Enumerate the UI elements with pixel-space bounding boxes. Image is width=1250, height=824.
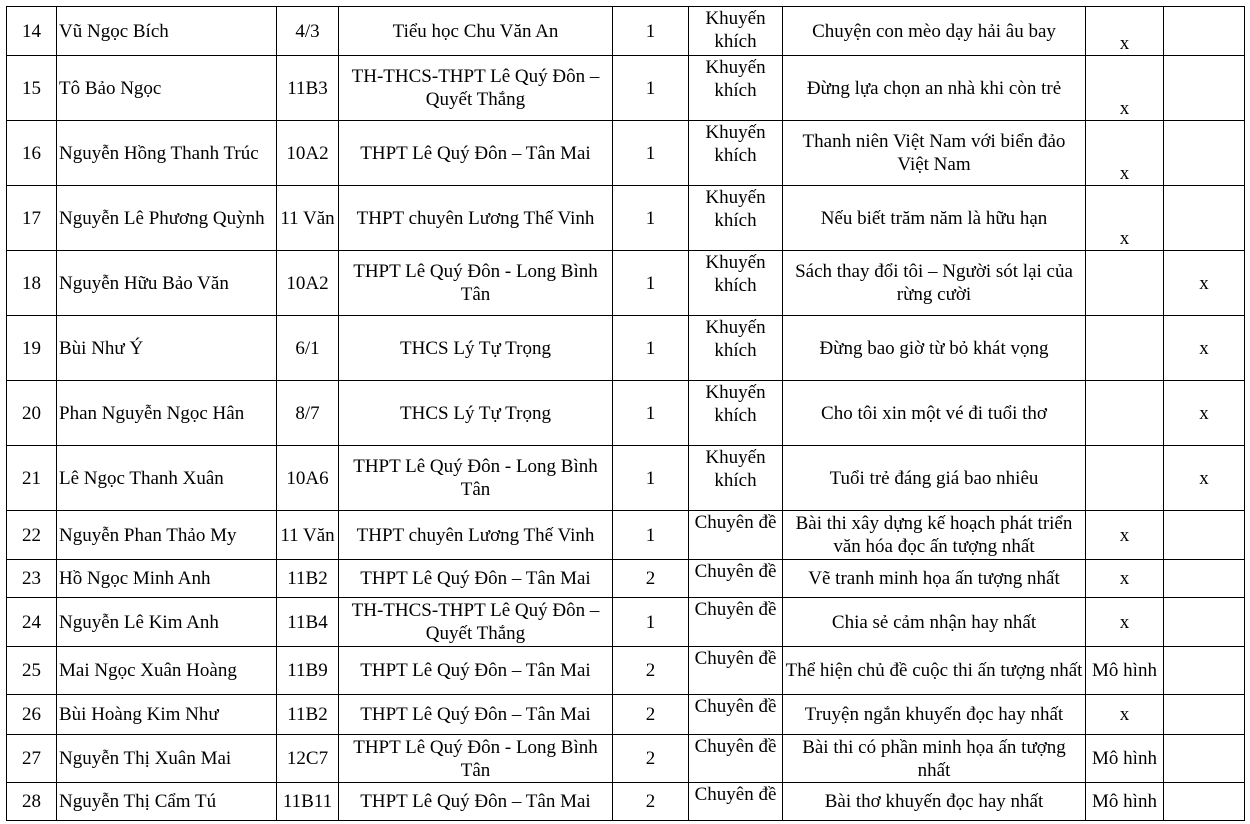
entry-title: Đừng bao giờ từ bỏ khát vọng	[783, 316, 1086, 381]
table-row	[7, 251, 1245, 316]
entry-title: Bài thơ khuyến đọc hay nhất	[783, 783, 1086, 821]
form-mark-1	[1086, 446, 1164, 511]
school-name: THPT Lê Quý Đôn – Tân Mai	[339, 647, 613, 695]
student-name: Vũ Ngọc Bích	[57, 7, 277, 56]
form-mark-2	[1164, 186, 1245, 251]
form-mark-1: x	[1086, 186, 1164, 251]
form-mark-1: x	[1086, 56, 1164, 121]
table-row	[7, 647, 1245, 695]
table-row	[7, 7, 1245, 56]
class-name: 8/7	[277, 381, 339, 446]
count-value: 2	[613, 783, 689, 821]
table-row	[7, 121, 1245, 186]
count-value: 1	[613, 598, 689, 647]
count-value: 1	[613, 56, 689, 121]
count-value: 2	[613, 647, 689, 695]
school-name: THPT Lê Quý Đôn – Tân Mai	[339, 560, 613, 598]
table-row	[7, 560, 1245, 598]
class-name: 10A6	[277, 446, 339, 511]
form-mark-1: x	[1086, 7, 1164, 56]
form-mark-1: Mô hình	[1086, 647, 1164, 695]
student-name: Nguyễn Hữu Bảo Văn	[57, 251, 277, 316]
form-mark-1: x	[1086, 695, 1164, 735]
award-level: Chuyên đề	[689, 511, 783, 560]
form-mark-1: x	[1086, 511, 1164, 560]
row-number: 16	[7, 121, 57, 186]
class-name: 11B2	[277, 560, 339, 598]
student-name: Nguyễn Thị Xuân Mai	[57, 735, 277, 783]
form-mark-2	[1164, 121, 1245, 186]
row-number: 15	[7, 56, 57, 121]
award-level: Khuyến khích	[689, 316, 783, 381]
form-mark-2	[1164, 56, 1245, 121]
row-number: 20	[7, 381, 57, 446]
form-mark-2	[1164, 7, 1245, 56]
form-mark-2	[1164, 695, 1245, 735]
count-value: 2	[613, 695, 689, 735]
class-name: 12C7	[277, 735, 339, 783]
form-mark-2: x	[1164, 251, 1245, 316]
form-mark-2	[1164, 560, 1245, 598]
form-mark-1: x	[1086, 121, 1164, 186]
entry-title: Sách thay đổi tôi – Người sót lại của rừng cười	[783, 251, 1086, 316]
count-value: 1	[613, 121, 689, 186]
school-name: THPT Lê Quý Đôn – Tân Mai	[339, 783, 613, 821]
form-mark-1	[1086, 316, 1164, 381]
table-row	[7, 735, 1245, 783]
row-number: 21	[7, 446, 57, 511]
table-row	[7, 511, 1245, 560]
entry-title: Vẽ tranh minh họa ấn tượng nhất	[783, 560, 1086, 598]
student-name: Nguyễn Thị Cẩm Tú	[57, 783, 277, 821]
form-mark-2: x	[1164, 316, 1245, 381]
count-value: 1	[613, 446, 689, 511]
row-number: 17	[7, 186, 57, 251]
entry-title: Bài thi có phần minh họa ấn tượng nhất	[783, 735, 1086, 783]
school-name: THPT Lê Quý Đôn - Long Bình Tân	[339, 446, 613, 511]
class-name: 10A2	[277, 251, 339, 316]
table-row	[7, 695, 1245, 735]
entry-title: Bài thi xây dựng kế hoạch phát triển văn hóa đọc ấn tượng nhất	[783, 511, 1086, 560]
class-name: 11B9	[277, 647, 339, 695]
row-number: 19	[7, 316, 57, 381]
row-number: 18	[7, 251, 57, 316]
student-name: Mai Ngọc Xuân Hoàng	[57, 647, 277, 695]
form-mark-2: x	[1164, 381, 1245, 446]
award-level: Khuyến khích	[689, 121, 783, 186]
class-name: 11 Văn	[277, 511, 339, 560]
class-name: 11B11	[277, 783, 339, 821]
row-number: 23	[7, 560, 57, 598]
form-mark-1	[1086, 381, 1164, 446]
award-level: Chuyên đề	[689, 783, 783, 821]
student-name: Nguyễn Phan Thảo My	[57, 511, 277, 560]
school-name: THPT chuyên Lương Thế Vinh	[339, 186, 613, 251]
form-mark-2	[1164, 735, 1245, 783]
student-name: Bùi Như Ý	[57, 316, 277, 381]
table-row	[7, 56, 1245, 121]
count-value: 1	[613, 381, 689, 446]
entry-title: Thể hiện chủ đề cuộc thi ấn tượng nhất	[783, 647, 1086, 695]
count-value: 1	[613, 316, 689, 381]
form-mark-2	[1164, 511, 1245, 560]
school-name: THPT chuyên Lương Thế Vinh	[339, 511, 613, 560]
count-value: 1	[613, 511, 689, 560]
entry-title: Thanh niên Việt Nam với biển đảo Việt Nam	[783, 121, 1086, 186]
student-name: Lê Ngọc Thanh Xuân	[57, 446, 277, 511]
entry-title: Truyện ngắn khuyến đọc hay nhất	[783, 695, 1086, 735]
school-name: THPT Lê Quý Đôn – Tân Mai	[339, 695, 613, 735]
form-mark-1: x	[1086, 560, 1164, 598]
class-name: 10A2	[277, 121, 339, 186]
table-row	[7, 446, 1245, 511]
student-name: Hồ Ngọc Minh Anh	[57, 560, 277, 598]
school-name: Tiểu học Chu Văn An	[339, 7, 613, 56]
count-value: 1	[613, 186, 689, 251]
award-level: Chuyên đề	[689, 695, 783, 735]
award-level: Khuyến khích	[689, 381, 783, 446]
school-name: THCS Lý Tự Trọng	[339, 381, 613, 446]
count-value: 1	[613, 7, 689, 56]
form-mark-2	[1164, 598, 1245, 647]
school-name: THCS Lý Tự Trọng	[339, 316, 613, 381]
row-number: 28	[7, 783, 57, 821]
row-number: 26	[7, 695, 57, 735]
count-value: 1	[613, 251, 689, 316]
awards-table	[6, 6, 1245, 821]
class-name: 6/1	[277, 316, 339, 381]
award-level: Chuyên đề	[689, 735, 783, 783]
row-number: 22	[7, 511, 57, 560]
class-name: 11 Văn	[277, 186, 339, 251]
form-mark-1: Mô hình	[1086, 783, 1164, 821]
count-value: 2	[613, 735, 689, 783]
row-number: 25	[7, 647, 57, 695]
form-mark-2	[1164, 647, 1245, 695]
table-row	[7, 381, 1245, 446]
count-value: 2	[613, 560, 689, 598]
class-name: 11B3	[277, 56, 339, 121]
class-name: 11B2	[277, 695, 339, 735]
school-name: TH-THCS-THPT Lê Quý Đôn – Quyết Thắng	[339, 56, 613, 121]
student-name: Phan Nguyễn Ngọc Hân	[57, 381, 277, 446]
class-name: 4/3	[277, 7, 339, 56]
row-number: 24	[7, 598, 57, 647]
award-level: Khuyến khích	[689, 186, 783, 251]
school-name: TH-THCS-THPT Lê Quý Đôn – Quyết Thắng	[339, 598, 613, 647]
award-level: Chuyên đề	[689, 647, 783, 695]
table-row	[7, 316, 1245, 381]
award-level: Chuyên đề	[689, 598, 783, 647]
student-name: Bùi Hoàng Kim Như	[57, 695, 277, 735]
entry-title: Chuyện con mèo dạy hải âu bay	[783, 7, 1086, 56]
award-level: Khuyến khích	[689, 251, 783, 316]
form-mark-2: x	[1164, 446, 1245, 511]
award-level: Khuyến khích	[689, 56, 783, 121]
entry-title: Cho tôi xin một vé đi tuổi thơ	[783, 381, 1086, 446]
table-row	[7, 598, 1245, 647]
school-name: THPT Lê Quý Đôn - Long Bình Tân	[339, 735, 613, 783]
entry-title: Đừng lựa chọn an nhà khi còn trẻ	[783, 56, 1086, 121]
award-level: Khuyến khích	[689, 7, 783, 56]
table-row	[7, 783, 1245, 821]
school-name: THPT Lê Quý Đôn - Long Bình Tân	[339, 251, 613, 316]
school-name: THPT Lê Quý Đôn – Tân Mai	[339, 121, 613, 186]
student-name: Nguyễn Lê Kim Anh	[57, 598, 277, 647]
table-row	[7, 186, 1245, 251]
student-name: Tô Bảo Ngọc	[57, 56, 277, 121]
form-mark-2	[1164, 783, 1245, 821]
row-number: 14	[7, 7, 57, 56]
student-name: Nguyễn Lê Phương Quỳnh	[57, 186, 277, 251]
award-level: Khuyến khích	[689, 446, 783, 511]
entry-title: Tuổi trẻ đáng giá bao nhiêu	[783, 446, 1086, 511]
form-mark-1	[1086, 251, 1164, 316]
student-name: Nguyễn Hồng Thanh Trúc	[57, 121, 277, 186]
form-mark-1: x	[1086, 598, 1164, 647]
entry-title: Chia sẻ cảm nhận hay nhất	[783, 598, 1086, 647]
entry-title: Nếu biết trăm năm là hữu hạn	[783, 186, 1086, 251]
award-level: Chuyên đề	[689, 560, 783, 598]
row-number: 27	[7, 735, 57, 783]
form-mark-1: Mô hình	[1086, 735, 1164, 783]
class-name: 11B4	[277, 598, 339, 647]
